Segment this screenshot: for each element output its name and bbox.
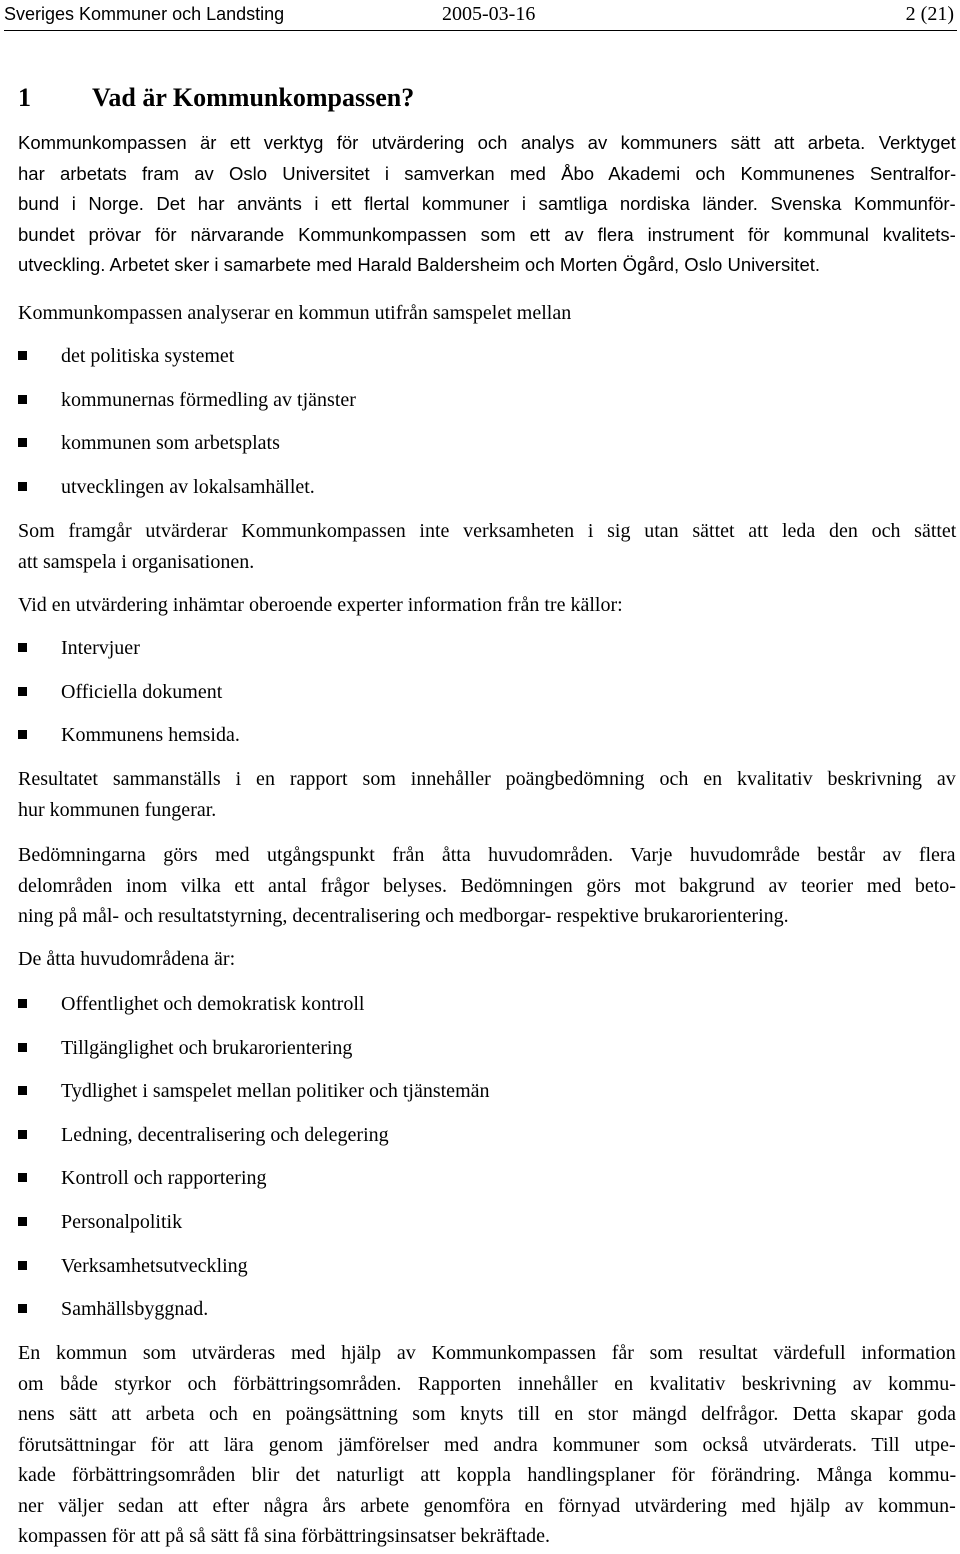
section-heading: [18, 80, 414, 116]
page-header: [0, 0, 960, 28]
paragraph-line: Kommunkompassen är ett verktyg för utvärdering och analys av kommuners sätt att arbeta. Verktyget: [18, 132, 956, 153]
list-item-text: Kontroll och rapportering: [61, 1167, 267, 1190]
paragraph-line: Som framgår utvärderar Kommunkompassen inte verksamheten i sig utan sättet att leda den och sättet: [18, 520, 957, 542]
paragraph-line: kade förbättringsområden blir det naturligt att koppla handlingsplaner för förändring. Många kommu-: [18, 1464, 957, 1486]
bullet-icon: [18, 1173, 27, 1182]
list-item-text: Kommunens hemsida.: [61, 724, 240, 746]
list-item-text: Intervjuer: [61, 637, 140, 659]
header-page-number: 2 (21): [905, 3, 954, 25]
bullet-icon: [18, 1261, 27, 1270]
list-item-text: Offentlighet och demokratisk kontroll: [61, 993, 365, 1015]
bullet-icon: [18, 687, 27, 696]
list-item-text: Tydlighet i samspelet mellan politiker och tjänstemän: [61, 1080, 490, 1103]
result-paragraph: [18, 764, 956, 825]
analysis-intro: [18, 298, 956, 329]
bullet-icon: [18, 1086, 27, 1095]
bullet-icon: [18, 1217, 27, 1226]
list-item-text: utvecklingen av lokalsamhället.: [61, 475, 315, 498]
list-item-text: Officiella dokument: [61, 680, 223, 703]
intro-paragraph: [18, 128, 956, 281]
paragraph-line: att samspela i organisationen.: [18, 550, 255, 573]
paragraph-line: Resultatet sammanställs i en rapport som innehåller poängbedömning och en kvalitativ beskrivning av: [18, 768, 956, 790]
list-item-text: kommunernas förmedling av tjänster: [61, 388, 356, 411]
bullet-icon: [18, 643, 27, 652]
bullet-icon: [18, 395, 27, 404]
assessment-paragraph: [18, 840, 956, 932]
paragraph-line: ner väljer sedan att efter några års arbete genomföra en förnyad utvärdering med hjälp av kommun-: [18, 1494, 956, 1517]
paragraph-line: Kommunkompassen analyserar en kommun utifrån samspelet mellan: [18, 302, 572, 324]
areas-intro: [18, 944, 956, 975]
header-organization: Sveriges Kommuner och Landsting: [4, 4, 285, 24]
paragraph-line: De åtta huvudområdena är:: [18, 948, 236, 970]
paragraph-line: utveckling. Arbetet sker i samarbete med Harald Baldersheim och Morten Ögård, Oslo Universitet.: [18, 254, 821, 275]
bullet-icon: [18, 730, 27, 739]
header-divider: [4, 30, 957, 31]
section-title: Vad är Kommunkompassen?: [92, 83, 415, 112]
bullet-icon: [18, 1304, 27, 1313]
list-item-text: Tillgänglighet och brukarorientering: [61, 1036, 353, 1059]
paragraph-line: Bedömningarna görs med utgångspunkt från åtta huvudområden. Varje huvudområde består av flera: [18, 844, 956, 866]
bullet-icon: [18, 482, 27, 491]
list-item-text: Samhällsbyggnad.: [61, 1298, 209, 1321]
list-item-text: Ledning, decentralisering och delegering: [61, 1123, 389, 1146]
paragraph-line: Vid en utvärdering inhämtar oberoende experter information från tre källor:: [18, 594, 623, 616]
sources-intro: [18, 590, 956, 621]
bullet-icon: [18, 1130, 27, 1139]
header-date: 2005-03-16: [442, 3, 536, 25]
paragraph-line: nens sätt att arbeta och en poängsättning som knyts till en stor mängd delfrågor. Detta skapar goda: [18, 1403, 957, 1425]
section-number: 1: [18, 83, 31, 112]
paragraph-line: hur kommunen fungerar.: [18, 798, 217, 821]
paragraph-line: har arbetats fram av Oslo Universitet i samverkan med Åbo Akademi och Kommunenes Sentralfor-: [18, 162, 957, 184]
paragraph-line: bundet prövar för närvarande Kommunkompassen som ett av flera instrument för kommunal kvalitets-: [18, 223, 956, 245]
list-item-text: det politiska systemet: [61, 345, 235, 367]
bullet-icon: [18, 1043, 27, 1052]
paragraph-line: En kommun som utvärderas med hjälp av Kommunkompassen får som resultat värdefull information: [18, 1342, 956, 1364]
paragraph-line: om både styrkor och förbättringsområden. Rapporten innehåller en kvalitativ beskrivning av kommu-: [18, 1372, 956, 1395]
paragraph-line: delområden inom vilka ett antal frågor belyses. Bedömningen görs mot bakgrund av teorier med beto-: [18, 874, 956, 897]
list-item-text: kommunen som arbetsplats: [61, 432, 280, 454]
paragraph-line: ning på mål- och resultatstyrning, decentralisering och medborgar- respektive brukarorientering.: [18, 905, 789, 927]
paragraph-line: förutsättningar för att lära genom jämförelser med andra kommuner som också utvärderats. Till utpe-: [18, 1433, 956, 1456]
list-item-text: Personalpolitik: [61, 1210, 183, 1233]
bullet-icon: [18, 999, 27, 1008]
bullet-icon: [18, 438, 27, 447]
evaluation-paragraph: [18, 516, 956, 577]
list-item-text: Verksamhetsutveckling: [61, 1254, 248, 1277]
paragraph-line: kompassen för att på så sätt få sina förbättringsinsatser bekräftade.: [18, 1525, 551, 1547]
closing-paragraph: [18, 1338, 956, 1552]
paragraph-line: bund i Norge. Det har använts i ett flertal kommuner i samtliga nordiska länder. Svenska Kommunför-: [18, 193, 956, 214]
bullet-icon: [18, 351, 27, 360]
